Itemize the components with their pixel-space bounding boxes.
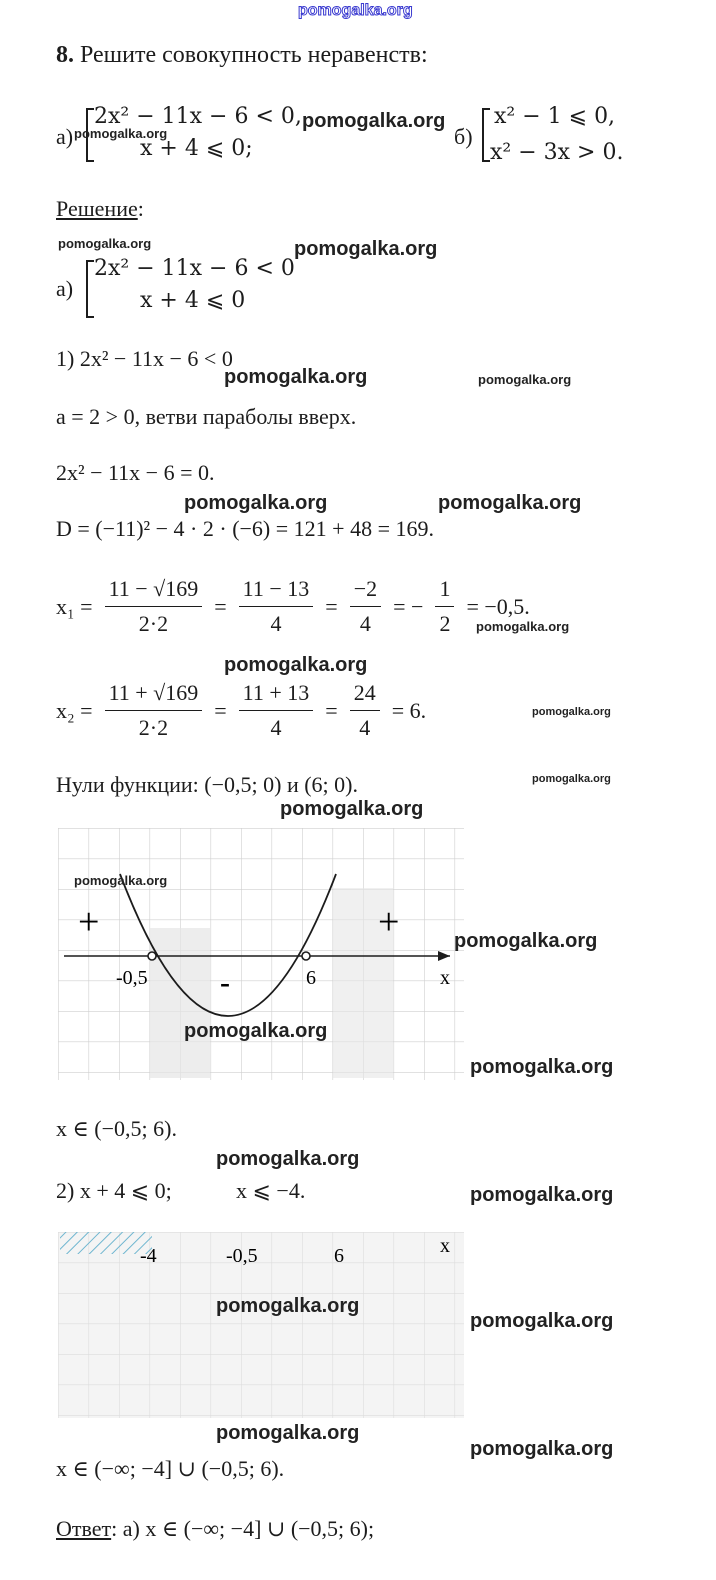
watermark: pomogalka.org	[216, 1295, 360, 1317]
graph2-hatch-left-vis	[60, 1232, 152, 1254]
graph1-tick-neg05: -0,5	[116, 967, 148, 989]
watermark: pomogalka.org	[470, 1438, 614, 1460]
watermark: pomogalka.org	[532, 706, 611, 718]
watermark: pomogalka.org	[294, 238, 438, 260]
solution-label: Решение	[56, 196, 138, 221]
part-a-line1: 2x² − 11x − 6 < 0	[94, 256, 295, 281]
step1: 1) 2x² − 11x − 6 < 0	[56, 346, 233, 371]
x1-neg: = −	[393, 593, 424, 619]
graph2-tick-neg4: -4	[140, 1245, 157, 1267]
interval1: x ∈ (−0,5; 6).	[56, 1116, 177, 1141]
system-a-line2: x + 4 ⩽ 0;	[140, 136, 253, 161]
number-line-graph	[58, 1232, 464, 1418]
equation: 2x² − 11x − 6 = 0.	[56, 460, 215, 485]
watermark: pomogalka.org	[74, 873, 168, 888]
x2-frac2: $\frac{11 + 13}{4}$	[239, 680, 314, 741]
watermark: pomogalka.org	[224, 654, 368, 676]
graph1-shade	[150, 928, 210, 1078]
watermark: pomogalka.org	[280, 798, 424, 820]
watermark: pomogalka.org	[454, 930, 598, 952]
graph1-plus-left: +	[78, 901, 100, 943]
x1-formula: x₁ = $\frac{11 - √169}{2\cdot 2}$ = $\frac{11 - 13}{4}$ = $\frac{-2}{4}$ = − $\frac{1}{2}$ = −0,5.	[56, 576, 530, 636]
watermark: pomogalka.org	[470, 1310, 614, 1332]
watermark: pomogalka.org	[216, 1422, 360, 1444]
watermark: pomogalka.org	[224, 366, 368, 388]
system-a-label: а)	[56, 124, 74, 149]
graph2-axis-label: x	[440, 1235, 450, 1257]
x2-formula: x₂ = $\frac{11 + √169}{2\cdot 2}$ = $\frac{11 + 13}{4}$ = $\frac{24}{4}$ = 6.	[56, 680, 427, 740]
system-b-label: б)	[454, 124, 473, 149]
interval2: x ∈ (−∞; −4] ∪ (−0,5; 6).	[56, 1456, 285, 1481]
graph1-point-neg05	[148, 952, 156, 960]
x2-frac1: $\frac{11 + √169}{2\cdot 2}$	[105, 680, 203, 741]
answer-text: : а) x ∈ (−∞; −4] ∪ (−0,5; 6);	[111, 1516, 375, 1541]
x1-frac1: $\frac{11 - √169}{2\cdot 2}$	[105, 576, 203, 637]
graph1-plus-right: +	[378, 901, 400, 943]
graph1-minus: -	[220, 966, 230, 999]
watermark: pomogalka.org	[184, 492, 328, 514]
branches-text: а = 2 > 0, ветви параболы вверх.	[56, 404, 357, 429]
watermark: pomogalka.org	[58, 236, 152, 251]
header-watermark: pomogalka.org	[298, 2, 413, 19]
part-a-line2: x + 4 ⩽ 0	[140, 288, 246, 313]
answer-label: Ответ	[56, 1516, 112, 1541]
x1-frac2: $\frac{11 - 13}{4}$	[239, 576, 314, 637]
graph2-shade	[58, 1232, 464, 1418]
graph2-tick-6: 6	[334, 1245, 344, 1267]
solution-heading	[56, 196, 144, 222]
step2: 2) x + 4 ⩽ 0;	[56, 1178, 172, 1203]
part-a-bracket	[86, 260, 94, 318]
part-a-label: а)	[56, 276, 74, 301]
system-b-line2: x² − 3x > 0.	[490, 140, 624, 165]
watermark: pomogalka.org	[74, 126, 168, 141]
x2-frac3: $\frac{24}{4}$	[350, 680, 380, 741]
x2-result: = 6.	[391, 697, 427, 723]
x2-label: x₂ =	[56, 697, 93, 723]
solution-colon: :	[137, 196, 144, 221]
zeros-text: Нули функции: (−0,5; 0) и (6; 0).	[56, 772, 358, 797]
problem-statement	[56, 42, 428, 69]
x1-frac3: $\frac{-2}{4}$	[350, 576, 381, 637]
graph2-tick-neg05: -0,5	[226, 1245, 258, 1267]
watermark: pomogalka.org	[470, 1184, 614, 1206]
watermark: pomogalka.org	[216, 1148, 360, 1170]
watermark: pomogalka.org	[184, 1020, 328, 1042]
watermark: pomogalka.org	[478, 372, 572, 387]
x1-frac4: $\frac{1}{2}$	[435, 576, 454, 637]
graph1-tick-6: 6	[306, 967, 316, 989]
watermark: pomogalka.org	[438, 492, 582, 514]
answer	[56, 1516, 374, 1542]
graph1-point-6	[302, 952, 310, 960]
system-b-bracket	[482, 108, 490, 162]
step2-result: x ⩽ −4.	[236, 1178, 306, 1203]
discriminant: D = (−11)² − 4 · 2 · (−6) = 121 + 48 = 169.	[56, 516, 434, 541]
x1-result: = −0,5.	[466, 593, 530, 619]
graph1-axis-label: x	[440, 967, 450, 989]
system-b-line1: x² − 1 ⩽ 0,	[494, 104, 616, 129]
x1-label: x₁ =	[56, 593, 93, 619]
watermark: pomogalka.org	[476, 619, 570, 634]
system-a-line1: 2x² − 11x − 6 < 0,	[94, 104, 302, 129]
problem-title: Решите совокупность неравенств:	[80, 42, 428, 68]
watermark: pomogalka.org	[470, 1056, 614, 1078]
problem-number: 8.	[56, 42, 74, 68]
watermark: pomogalka.org	[532, 773, 611, 785]
watermark: pomogalka.org	[302, 110, 446, 132]
